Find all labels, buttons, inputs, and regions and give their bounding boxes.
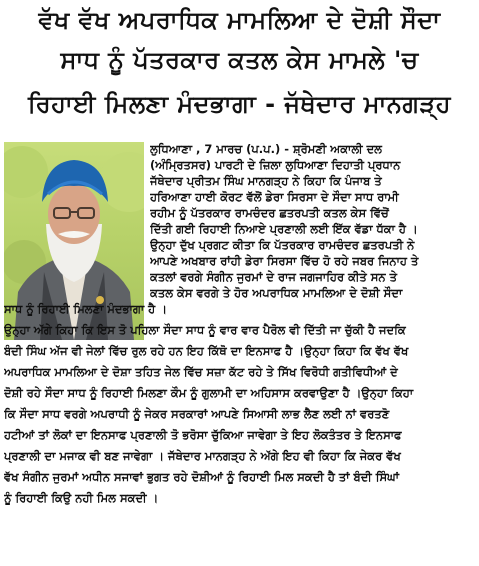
article-line-19: ਵੱਖ ਸੰਗੀਨ ਜੁਰਮਾਂ ਅਧੀਨ ਸਜਾਵਾਂ ਭੁਗਤ ਰਹੇ ਦੋਸ਼ੀਆਂ ਨੂੰ ਰਿਹਾਈ ਮਿਲ ਸਕਦੀ ਹੈ ਤਾਂ ਬੰਦੀ ਸਿੰਘਾਂ: [4, 470, 399, 484]
article-line-4: ਹਰਿਆਣਾ ਹਾਈ ਕੋਰਟ ਵੱਲੋਂ ਡੇਰਾ ਸਿਰਸਾ ਦੇ ਸੌਦਾ ਸਾਧ ਰਾਮੀ: [150, 190, 399, 204]
headline-line-2: ਸਾਧ ਨੂੰ ਪੱਤਰਕਾਰ ਕਤਲ ਕੇਸ ਮਾਮਲੇ 'ਚ: [60, 46, 419, 74]
article-line-14: ਅਪਰਾਧਿਕ ਮਾਮਲਿਆ ਦੇ ਦੋਸ਼ਾ ਤਹਿਤ ਜੇਲ ਵਿੱਚ ਸਜ਼ਾ ਕੱਟ ਰਹੇ ਤੇ ਸਿੱਖ ਵਿਰੋਧੀ ਗਤੀਵਿਧੀਆਂ ਦੇ: [4, 365, 398, 379]
article-line-12: ਉਨ੍ਹਾ ਅੱਗੇ ਕਿਹਾ ਕਿ ਇਸ ਤੋ ਪਹਿਲਾ ਸੌਦਾ ਸਾਧ ਨੂੰ ਵਾਰ ਵਾਰ ਪੈਰੋਲ ਵੀ ਦਿੱਤੀ ਜਾ ਚੁੱਕੀ ਹੈ ਜਦਕਿ: [4, 323, 406, 337]
article-line-5: ਰਹੀਮ ਨੂੰ ਪੱਤਰਕਾਰ ਰਾਮਚੰਦਰ ਛਤਰਪਤੀ ਕਤਲ ਕੇਸ ਵਿੱਚੋਂ: [150, 206, 389, 220]
article-line-9: ਕਤਲਾਂ ਵਰਗੇ ਸੰਗੀਨ ਜੁਰਮਾਂ ਦੇ ਰਾਜ ਜਗਜਾਹਿਰ ਕੀਤੇ ਸਨ ਤੇ: [150, 270, 397, 284]
article-line-20: ਨੂੰ ਰਿਹਾਈ ਕਿਉ ਨਹੀ ਮਿਲ ਸਕਦੀ ।: [4, 491, 159, 505]
article-line-13: ਬੰਦੀ ਸਿੰਘ ਅੱਜ ਵੀ ਜੇਲਾਂ ਵਿੱਚ ਰੁਲ ਰਹੇ ਹਨ ਇਹ ਕਿੱਥੋ ਦਾ ਇਨਸਾਫ ਹੈ ।ਉਨ੍ਹਾ ਕਿਹਾ ਕਿ ਵੱਖ ਵੱਖ: [4, 344, 409, 358]
article-line-15: ਦੋਸ਼ੀ ਰਹੇ ਸੌਦਾ ਸਾਧ ਨੂੰ ਰਿਹਾਈ ਮਿਲਣਾ ਕੌਮ ਨੂੰ ਗੁਲਾਮੀ ਦਾ ਅਹਿਸਾਸ ਕਰਵਾਉਣਾ ਹੈ ।ਉਨ੍ਹਾ ਕਿਹਾ: [4, 386, 414, 400]
article-line-7: ਉਨ੍ਹਾ ਦੁੱਖ ਪ੍ਰਗਟ ਕੀਤਾ ਕਿ ਪੱਤਰਕਾਰ ਰਾਮਚੰਦਰ ਛਤਰਪਤੀ ਨੇ: [150, 238, 415, 252]
article-line-16: ਕਿ ਸੌਦਾ ਸਾਧ ਵਰਗੇ ਅਪਰਾਧੀ ਨੂੰ ਜੇਕਰ ਸਰਕਾਰਾਂ ਆਪਣੇ ਸਿਆਸੀ ਲਾਭ ਲੈਣ ਲਈ ਨਾਂ ਵਰਤਣੋ: [4, 407, 390, 421]
article-line-6: ਦਿੱਤੀ ਗਈ ਰਿਹਾਈ ਨਿਆਏ ਪ੍ਰਣਾਲੀ ਲਈ ਇੱਕ ਵੱਡਾ ਧੱਕਾ ਹੈ ।: [150, 222, 418, 236]
headline-line-3: ਰਿਹਾਈ ਮਿਲਣਾ ਮੰਦਭਾਗਾ - ਜੱਥੇਦਾਰ ਮਾਨਗੜ੍ਹ: [27, 90, 452, 118]
article-line-10: ਕਤਲ ਕੇਸ ਵਰਗੇ ਤੇ ਹੋਰ ਅਪਰਾਧਿਕ ਮਾਮਲਿਆ ਦੇ ਦੋਸ਼ੀ ਸੌਦਾ: [150, 286, 403, 300]
article-line-3: ਜੱਥੇਦਾਰ ਪ੍ਰੀਤਮ ਸਿੰਘ ਮਾਨਗੜ੍ਹ ਨੇ ਕਿਹਾ ਕਿ ਪੰਜਾਬ ਤੇ: [150, 174, 382, 188]
article-line-11: ਸਾਧ ਨੂੰ ਰਿਹਾਈ ਮਿਲਣਾ ਮੰਦਭਾਗਾ ਹੈ ।: [4, 302, 167, 316]
article-line-18: ਪ੍ਰਣਾਲੀ ਦਾ ਮਜਾਕ ਵੀ ਬਣ ਜਾਵੇਗਾ । ਜੱਥੇਦਾਰ ਮਾਨਗੜ੍ਹ ਨੇ ਅੱਗੇ ਇਹ ਵੀ ਕਿਹਾ ਕਿ ਜੇਕਰ ਵੱਖ: [4, 449, 401, 463]
article-line-2: (ਅੰਮ੍ਰਿਤਸਰ) ਪਾਰਟੀ ਦੇ ਜ਼ਿਲਾ ਲੁਧਿਆਣਾ ਦਿਹਾਤੀ ਪ੍ਰਧਾਨ: [150, 158, 401, 172]
headline-line-1: ਵੱਖ ਵੱਖ ਅਪਰਾਧਿਕ ਮਾਮਲਿਆ ਦੇ ਦੋਸ਼ੀ ਸੌਦਾ: [38, 6, 441, 34]
article-line-8: ਆਪਣੇ ਅਖਬਾਰ ਰਾਂਹੀ ਡੇਰਾ ਸਿਰਸਾ ਵਿੱਚ ਹੋ ਰਹੇ ਜਬਰ ਜਿਨਾਹ ਤੇ: [150, 254, 419, 268]
article-line-1: ਲੁਧਿਆਣਾ , 7 ਮਾਰਚ (ਪ.ਪ.) - ਸ਼੍ਰੋਮਣੀ ਅਕਾਲੀ ਦਲ: [150, 142, 382, 156]
article-line-17: ਹਟੀਆਂ ਤਾਂ ਲੋਕਾਂ ਦਾ ਇਨਸਾਫ ਪ੍ਰਣਾਲੀ ਤੋ ਭਰੋਸਾ ਚੁੱਕਿਆ ਜਾਵੇਗਾ ਤੇ ਇਹ ਲੋਕਤੰਤਰ ਤੇ ਇਨਸਾਫ: [4, 428, 402, 442]
